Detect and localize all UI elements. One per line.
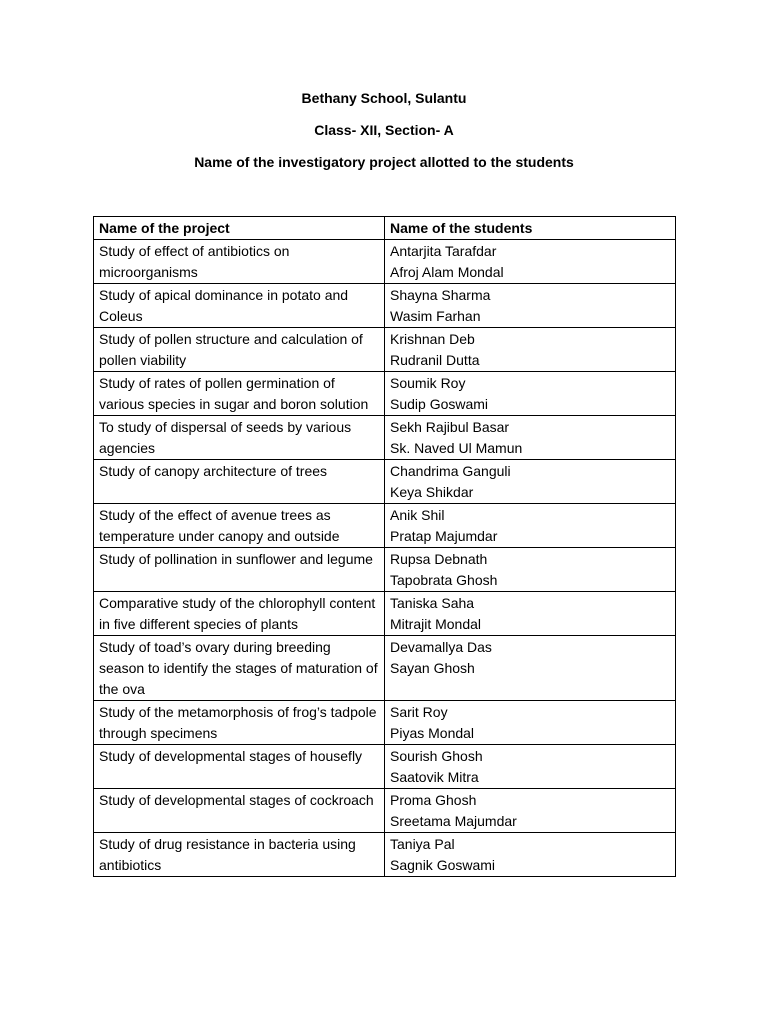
document-heading: Name of the investigatory project allotted to the students xyxy=(194,154,574,170)
project-name-cell: To study of dispersal of seeds by various agencies xyxy=(94,416,385,460)
project-name-cell: Study of developmental stages of cockroach xyxy=(94,789,385,833)
student-name: Wasim Farhan xyxy=(390,308,481,324)
project-name-cell: Study of the metamorphosis of frog’s tadpole through specimens xyxy=(94,701,385,745)
project-name-cell: Study of pollination in sunflower and legume xyxy=(94,548,385,592)
school-name: Bethany School, Sulantu xyxy=(301,90,467,106)
table-row xyxy=(94,548,676,592)
table-row xyxy=(94,240,676,284)
student-name: Sreetama Majumdar xyxy=(390,813,517,829)
student-name: Sourish Ghosh xyxy=(390,748,483,764)
student-names-cell xyxy=(385,372,676,416)
project-name-cell: Study of rates of pollen germination of various species in sugar and boron solution xyxy=(94,372,385,416)
student-name: Pratap Majumdar xyxy=(390,528,498,544)
table-header-row xyxy=(94,217,676,240)
student-name: Sekh Rajibul Basar xyxy=(390,419,510,435)
project-name-cell: Study of pollen structure and calculation of pollen viability xyxy=(94,328,385,372)
project-table xyxy=(93,216,676,877)
project-name-cell: Study of the effect of avenue trees as temperature under canopy and outside xyxy=(94,504,385,548)
student-names-cell xyxy=(385,745,676,789)
student-names-cell xyxy=(385,789,676,833)
student-names-cell xyxy=(385,328,676,372)
student-names-cell xyxy=(385,504,676,548)
table-row xyxy=(94,701,676,745)
student-name: Chandrima Ganguli xyxy=(390,463,511,479)
student-name: Devamallya Das xyxy=(390,639,492,655)
table-row xyxy=(94,284,676,328)
table-row xyxy=(94,416,676,460)
project-name-cell: Study of apical dominance in potato and Coleus xyxy=(94,284,385,328)
student-names-cell xyxy=(385,592,676,636)
table-row xyxy=(94,504,676,548)
student-name: Piyas Mondal xyxy=(390,725,475,741)
project-name-cell: Study of effect of antibiotics on microorganisms xyxy=(94,240,385,284)
column-header-project: Name of the project xyxy=(94,217,385,240)
student-name: Afroj Alam Mondal xyxy=(390,264,504,280)
student-names-cell xyxy=(385,284,676,328)
student-name: Rudranil Dutta xyxy=(390,352,480,368)
student-name: Keya Shikdar xyxy=(390,484,474,500)
student-names-cell xyxy=(385,636,676,701)
student-names-cell xyxy=(385,833,676,877)
table-row xyxy=(94,833,676,877)
document-header xyxy=(0,88,768,172)
student-name: Sk. Naved Ul Mamun xyxy=(390,440,523,456)
student-name: Sarit Roy xyxy=(390,704,448,720)
student-name: Sagnik Goswami xyxy=(390,857,496,873)
student-names-cell xyxy=(385,460,676,504)
student-names-cell xyxy=(385,240,676,284)
table-body xyxy=(94,240,676,877)
table-row xyxy=(94,372,676,416)
student-name: Antarjita Tarafdar xyxy=(390,243,497,259)
student-name: Taniska Saha xyxy=(390,595,475,611)
student-name: Anik Shil xyxy=(390,507,445,523)
student-name: Proma Ghosh xyxy=(390,792,477,808)
table-row xyxy=(94,592,676,636)
project-name-cell: Study of drug resistance in bacteria using antibiotics xyxy=(94,833,385,877)
project-name-cell: Study of canopy architecture of trees xyxy=(94,460,385,504)
column-header-students: Name of the students xyxy=(385,217,676,240)
student-name: Mitrajit Mondal xyxy=(390,616,482,632)
project-name-cell: Comparative study of the chlorophyll content in five different species of plants xyxy=(94,592,385,636)
student-name: Sayan Ghosh xyxy=(390,660,475,676)
class-section: Class- XII, Section- A xyxy=(314,122,454,138)
table-row xyxy=(94,789,676,833)
student-name: Rupsa Debnath xyxy=(390,551,488,567)
student-name: Taniya Pal xyxy=(390,836,455,852)
project-name-cell: Study of developmental stages of housefly xyxy=(94,745,385,789)
table-row xyxy=(94,460,676,504)
student-name: Krishnan Deb xyxy=(390,331,475,347)
table-row xyxy=(94,636,676,701)
student-name: Saatovik Mitra xyxy=(390,769,479,785)
student-name: Sudip Goswami xyxy=(390,396,489,412)
table-row xyxy=(94,745,676,789)
project-name-cell: Study of toad’s ovary during breeding season to identify the stages of maturation of the ova xyxy=(94,636,385,701)
student-name: Soumik Roy xyxy=(390,375,466,391)
student-name: Tapobrata Ghosh xyxy=(390,572,498,588)
student-names-cell xyxy=(385,548,676,592)
student-name: Shayna Sharma xyxy=(390,287,491,303)
student-names-cell xyxy=(385,416,676,460)
student-names-cell xyxy=(385,701,676,745)
table-row xyxy=(94,328,676,372)
